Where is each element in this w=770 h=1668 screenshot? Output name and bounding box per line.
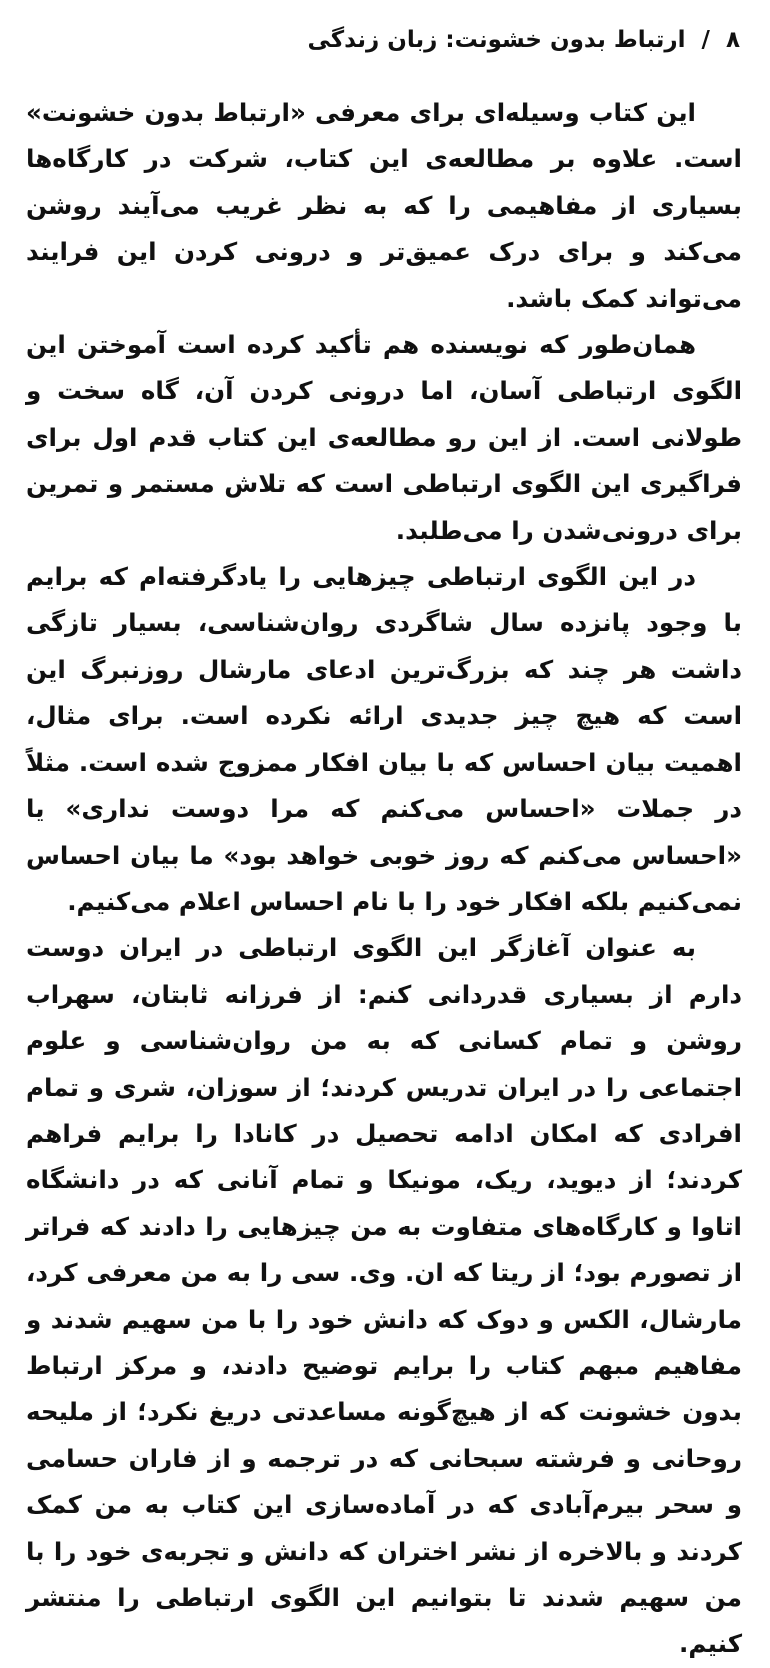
page-number: ۸ — [725, 27, 740, 53]
paragraph-4: به عنوان آغازگر این الگوی ارتباطی در ایران دوست دارم از بسیاری قدردانی کنم: از فرزانه ثابتان، سهراب روشن و تمام کسانی که به من روان‌شناسی و علوم اجتماعی را در ایران تدریس کردند؛ از سوزان، شری و تمام افرادی که امکان ادامه تحصیل در کانادا را برایم فراهم کردند؛ از دیوید، ریک، مونیکا و تمام آنانی که در دانشگاه اتاوا و کارگاه‌های متفاوت به من چیزهایی را دادند که فراتر از تصورم بود؛ از ریتا که ان. وی. سی را به من معرفی کرد، مارشال، الکس و دوک که دانش خود را با من سهیم شدند و مفاهیم مبهم کتاب را برایم توضیح دادند، و مرکز ارتباط بدون خشونت که از هیچ‌گونه مساعدتی دریغ نکرد؛ از ملیحه روحانی و فرشته سبحانی که در ترجمه و از فاران حسامی و سحر بیرم‌آبادی که در آماده‌سازی این کتاب به من کمک کردند و بالاخره از نشر اختران که دانش و تجربه‌ی خود را با من سهیم شدند تا بتوانیم این الگوی ارتباطی را منتشر کنیم. — [26, 933, 742, 1659]
paragraph-2: همان‌طور که نویسنده هم تأکید کرده است آموختن این الگوی ارتباطی آسان، اما درونی کردن آن، گاه سخت و طولانی است. از این رو مطالعه‌ی این کتاب قدم اول برای فراگیری این الگوی ارتباطی است که تلاش مستمر و تمرین برای درونی‌شدن را می‌طلبد. — [26, 330, 742, 545]
header-separator: / — [701, 27, 710, 53]
paragraph-1: این کتاب وسیله‌ای برای معرفی «ارتباط بدون خشونت» است. علاوه بر مطالعه‌ی این کتاب، شرکت در کارگاه‌ها بسیاری از مفاهیمی را که به نظر غریب می‌آیند روشن می‌کند و برای درک عمیق‌تر و درونی کردن این فرایند می‌تواند کمک باشد. — [26, 98, 742, 313]
paragraph-3: در این الگوی ارتباطی چیزهایی را یادگرفته‌ام که برایم با وجود پانزده سال شاگردی روان‌شناسی، بسیار تازگی داشت هر چند که بزرگ‌ترین ادعای مارشال روزنبرگ این است که هیچ چیز جدیدی ارائه نکرده است. برای مثال، اهمیت بیان احساس که با بیان افکار ممزوج شده است. مثلاً در جملات «احساس می‌کنم که مرا دوست نداری» یا «احساس می‌کنم که روز خوبی خواهد بود» ما بیان احساس نمی‌کنیم بلکه افکار خود را با نام احساس اعلام می‌کنیم. — [26, 562, 742, 916]
body-text — [26, 90, 742, 1668]
running-head — [30, 22, 740, 58]
book-title: ارتباط بدون خشونت: زبان زندگی — [307, 27, 686, 53]
